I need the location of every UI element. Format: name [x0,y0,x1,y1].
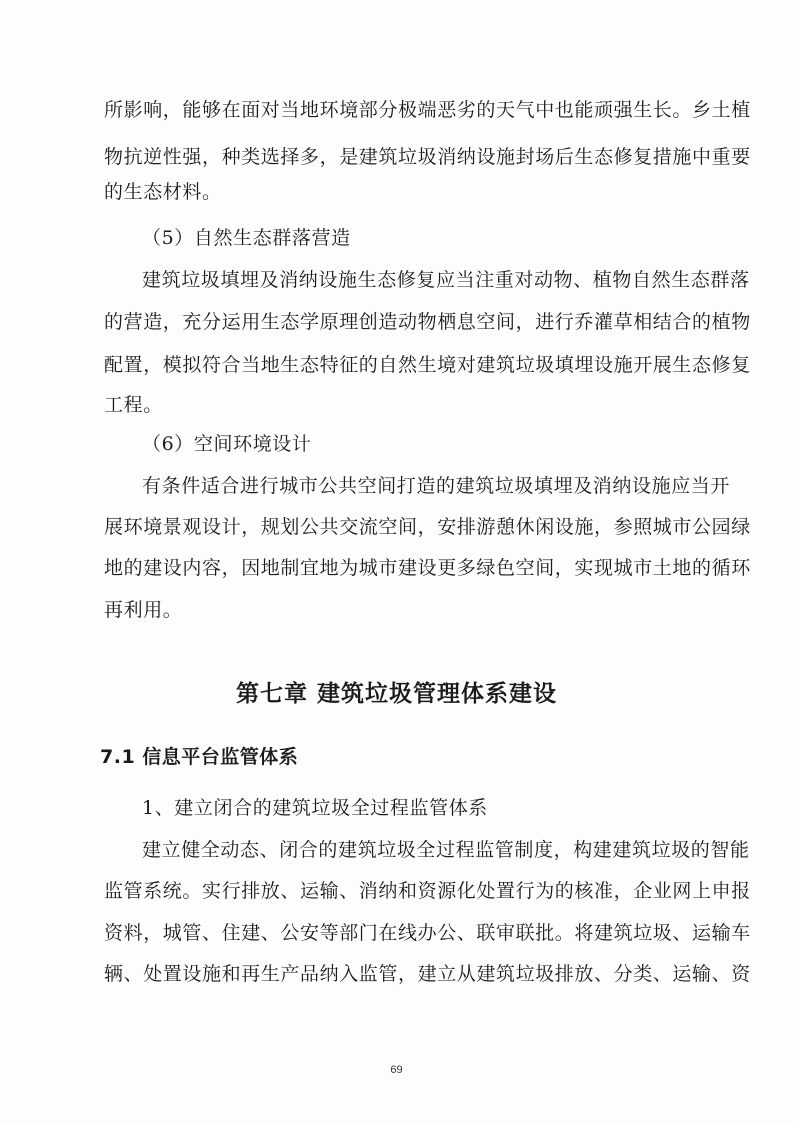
list-item-1: 1、建立闭合的建筑垃圾全过程监管体系 [142,797,488,819]
paragraph-3-line-4: 再利用。 [104,599,183,621]
paragraph-2-line-1: 建筑垃圾填埋及消纳设施生态修复应当注重对动物、植物自然生态群落 [142,269,750,291]
paragraph-2-line-3: 配置，模拟符合当地生态特征的自然生境对建筑垃圾填埋设施开展生态修复 [104,354,751,376]
paragraph-3-line-1: 有条件适合进行城市公共空间打造的建筑垃圾填埋及消纳设施应当开 [142,475,731,497]
paragraph-1-line-3: 的生态材料。 [104,181,222,203]
paragraph-3-line-3: 地的建设内容，因地制宜地为城市建设更多绿色空间，实现城市土地的循环 [104,557,751,579]
subheading-5: （5）自然生态群落营造 [142,227,351,249]
paragraph-1-line-2: 物抗逆性强，种类选择多，是建筑垃圾消纳设施封场后生态修复措施中重要 [104,146,751,168]
paragraph-4-line-1: 建立健全动态、闭合的建筑垃圾全过程监管制度，构建建筑垃圾的智能 [142,839,750,861]
subheading-6: （6）空间环境设计 [142,433,312,455]
page-number: 69 [390,1064,403,1076]
paragraph-4-line-4: 辆、处置设施和再生产品纳入监管，建立从建筑垃圾排放、分类、运输、资 [104,963,751,985]
paragraph-4-line-3: 资料，城管、住建、公安等部门在线办公、联审联批。将建筑垃圾、运输车 [104,922,751,944]
paragraph-3-line-2: 展环境景观设计，规划公共交流空间，安排游憩休闲设施，参照城市公园绿 [104,516,751,538]
chapter-title: 第七章 建筑垃圾管理体系建设 [235,681,557,707]
paragraph-2-line-2: 的营造，充分运用生态学原理创造动物栖息空间，进行乔灌草相结合的植物 [104,311,751,333]
paragraph-4-line-2: 监管系统。实行排放、运输、消纳和资源化处置行为的核准，企业网上申报 [104,880,751,902]
paragraph-2-line-4: 工程。 [104,394,163,416]
section-title: 7.1 信息平台监管体系 [100,746,299,768]
paragraph-1-line-1: 所影响，能够在面对当地环境部分极端恶劣的天气中也能顽强生长。乡土植 [104,99,751,121]
